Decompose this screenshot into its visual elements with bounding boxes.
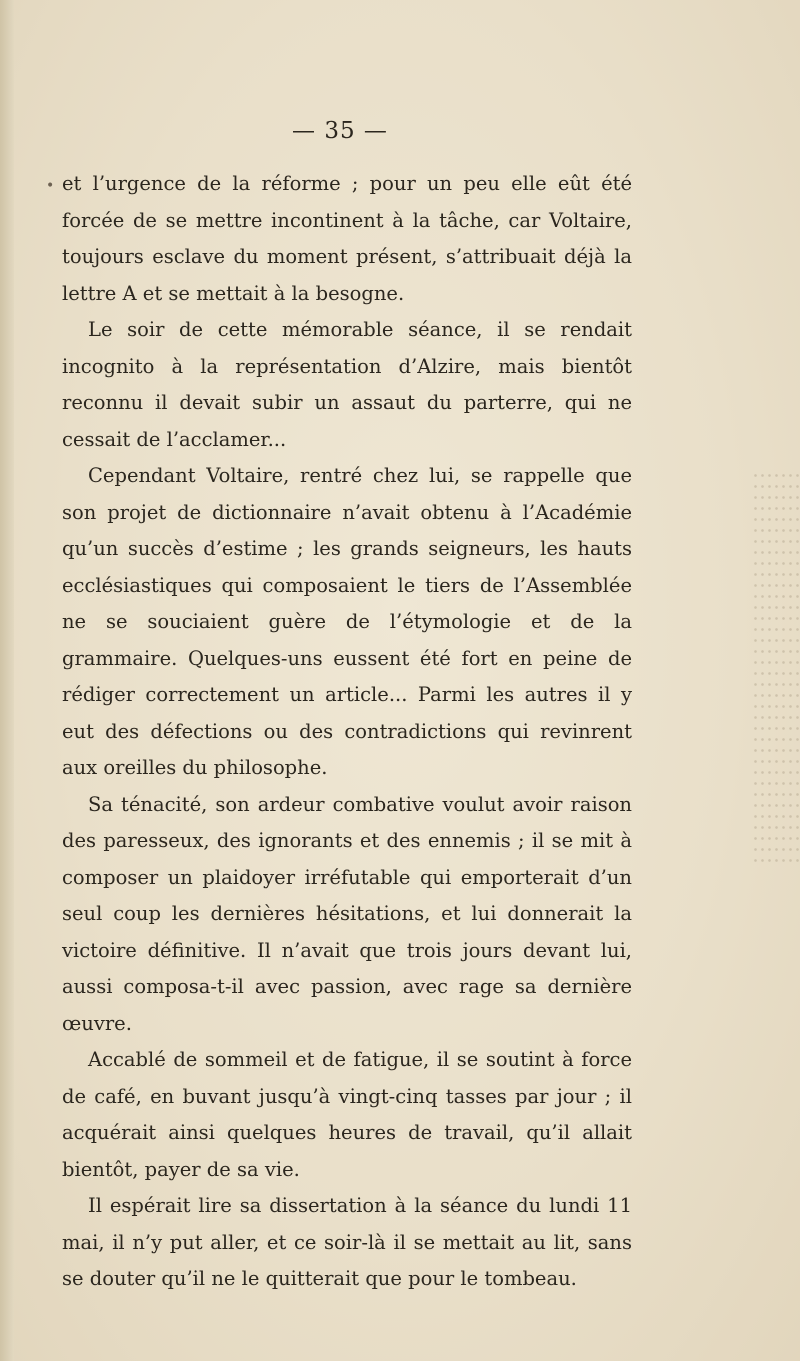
ink-bleed-through <box>752 470 800 870</box>
paragraph-3: Cependant Voltaire, rentré chez lui, se rappelle que son projet de dictionnaire n’avait obtenu à l’Académie qu’un succès d’estime ; les grands seigneurs, les hauts ecclésiastiques qui composaient le tiers de l’Assemblée ne se souciaient guère de l’étymologie et de la grammaire. Quelques-uns eussent été fort en peine de rédiger correctement un article... Parmi les autres il y eut des défections ou des contradictions qui revinrent aux oreilles du philosophe. <box>62 464 632 779</box>
paragraph-1: et l’urgence de la réforme ; pour un peu elle eût été forcée de se mettre incontinent à la tâche, car Voltaire, toujours esclave du moment présent, s’attribuait déjà la lettre A et se mettait à la besogne. <box>62 172 632 305</box>
paragraph-5: Accablé de sommeil et de fatigue, il se soutint à force de café, en buvant jusqu’à vingt-cinq tasses par jour ; il acquérait ainsi quelques heures de travail, qu’il allait bientôt, payer de sa vie. <box>62 1048 632 1181</box>
stray-ink-mark: • <box>46 178 55 194</box>
page-binding-edge <box>0 0 14 1361</box>
body-text <box>62 166 632 1298</box>
paragraph-4: Sa ténacité, son ardeur combative voulut avoir raison des paresseux, des ignorants et des ennemis ; il se mit à composer un plaidoyer irréfutable qui emporterait d’un seul coup les dernières hésitations, et lui donnerait la victoire définitive. Il n’avait que trois jours devant lui, aussi composa-t-il avec passion, avec rage sa dernière œuvre. <box>62 792 632 1035</box>
page-number: — 35 — <box>292 118 388 144</box>
paragraph-2: Le soir de cette mémorable séance, il se rendait incognito à la représentation d’Alzire, mais bientôt reconnu il devait subir un assaut du parterre, qui ne cessait de l’acclamer... <box>62 318 632 451</box>
paragraph-6: Il espérait lire sa dissertation à la séance du lundi 11 mai, il n’y put aller, et ce soir-là il se mettait au lit, sans se douter qu’il ne le quitterait que pour le tombeau. <box>62 1194 632 1290</box>
